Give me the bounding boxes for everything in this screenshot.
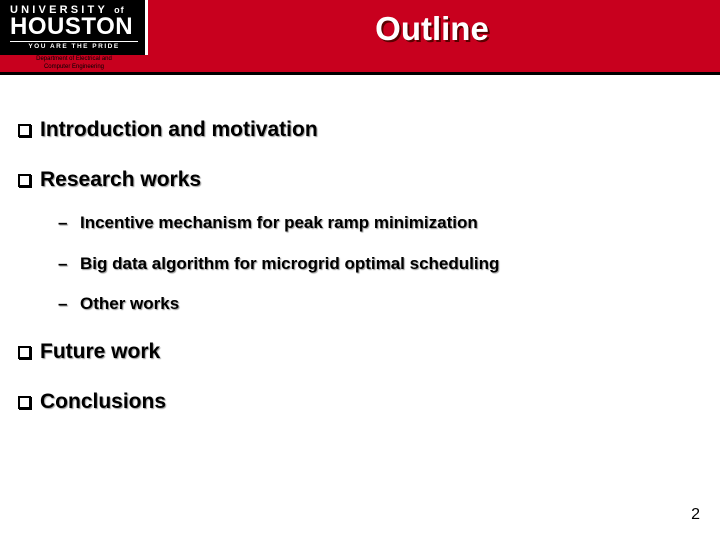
bullet-future-work bbox=[18, 340, 160, 364]
department-line-2: Computer Engineering bbox=[43, 64, 105, 70]
dash-bullet: – bbox=[58, 294, 68, 313]
checkbox-bullet-icon bbox=[18, 124, 31, 137]
sub-bullet-big-data bbox=[58, 254, 499, 274]
bullet-text: Introduction and motivation bbox=[40, 118, 318, 141]
logo-houston-text: HOUSTON bbox=[10, 13, 134, 40]
department-line-1: Department of Electrical and bbox=[36, 56, 112, 62]
checkbox-bullet-icon bbox=[18, 396, 31, 409]
bullet-text: Conclusions bbox=[40, 390, 167, 413]
page-number: 2 bbox=[691, 506, 700, 523]
logo-university-word: UNIVERSITY bbox=[10, 4, 108, 16]
bullet-text: Big data algorithm for microgrid optimal scheduling bbox=[80, 254, 500, 273]
dash-bullet: – bbox=[58, 254, 68, 273]
sub-bullet-other-works bbox=[58, 294, 179, 314]
checkbox-bullet-icon bbox=[18, 346, 31, 359]
bullet-text: Other works bbox=[80, 294, 180, 313]
sub-bullet-incentive bbox=[58, 213, 478, 233]
logo-of-word: of bbox=[114, 5, 125, 15]
bullet-introduction bbox=[18, 118, 318, 142]
slide-title: Outline bbox=[375, 10, 489, 47]
bullet-text: Future work bbox=[40, 340, 161, 363]
dash-bullet: – bbox=[58, 213, 68, 232]
bullet-text: Research works bbox=[40, 168, 202, 191]
logo-tagline: YOU ARE THE PRIDE bbox=[10, 41, 138, 50]
checkbox-bullet-icon bbox=[18, 174, 31, 187]
bullet-research-works bbox=[18, 168, 201, 192]
bullet-conclusions bbox=[18, 390, 166, 414]
bullet-text: Incentive mechanism for peak ramp minimization bbox=[80, 213, 478, 232]
